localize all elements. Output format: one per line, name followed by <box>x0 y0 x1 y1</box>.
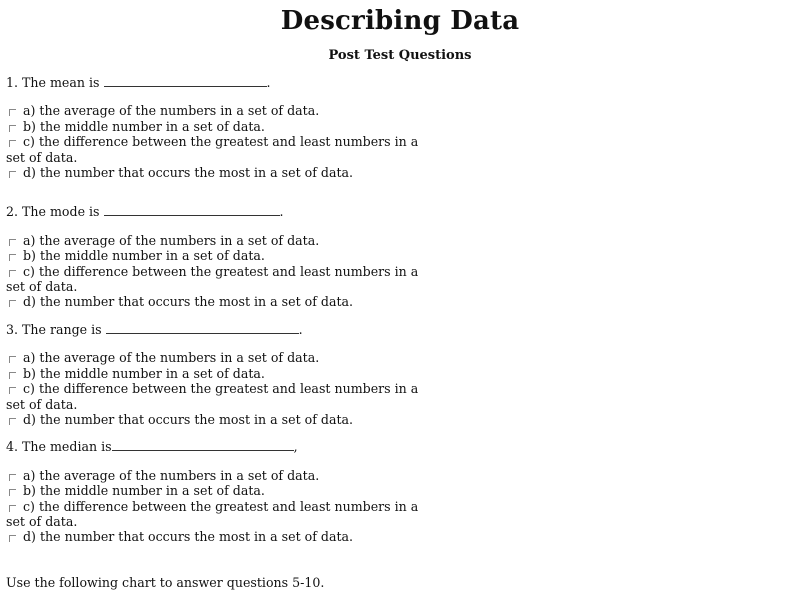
question-1-options <box>6 103 426 180</box>
answer-blank-3 <box>106 322 299 334</box>
checkbox[interactable] <box>9 535 16 542</box>
checkbox[interactable] <box>9 171 16 178</box>
question-2-option-b: b) the middle number in a set of data. <box>6 248 426 263</box>
question-3 <box>6 322 426 427</box>
question-list <box>6 75 426 545</box>
checkbox[interactable] <box>9 387 16 394</box>
checkbox[interactable] <box>9 270 16 277</box>
question-1-option-d: d) the number that occurs the most in a set of data. <box>6 165 426 180</box>
question-4-option-c: c) the difference between the greatest and least numbers in a set of data. <box>6 498 419 529</box>
chart-instruction: Use the following chart to answer questions 5-10. <box>6 575 325 590</box>
page-title: Describing Data <box>280 6 520 36</box>
question-3-option-c: c) the difference between the greatest and least numbers in a set of data. <box>6 381 419 412</box>
checkbox[interactable] <box>9 356 16 363</box>
question-1-option-b: b) the middle number in a set of data. <box>6 119 426 134</box>
checkbox[interactable] <box>9 418 16 425</box>
page-subtitle: Post Test Questions <box>328 48 472 63</box>
question-3-option-d: d) the number that occurs the most in a set of data. <box>6 412 426 427</box>
question-3-options <box>6 350 426 427</box>
question-1-option-a: a) the average of the numbers in a set of data. <box>6 103 426 118</box>
checkbox[interactable] <box>9 489 16 496</box>
question-2 <box>6 204 426 309</box>
question-3-option-b: b) the middle number in a set of data. <box>6 366 426 381</box>
question-4-options <box>6 468 426 545</box>
question-4-prompt: 4. The median is , <box>6 439 298 455</box>
checkbox[interactable] <box>9 372 16 379</box>
checkbox[interactable] <box>9 474 16 481</box>
question-3-option-a: a) the average of the numbers in a set of data. <box>6 350 426 365</box>
question-4-option-a: a) the average of the numbers in a set of data. <box>6 468 426 483</box>
question-2-option-c: c) the difference between the greatest and least numbers in a set of data. <box>6 263 419 295</box>
answer-blank-1 <box>104 75 267 87</box>
checkbox[interactable] <box>9 254 16 261</box>
checkbox[interactable] <box>9 109 16 116</box>
question-2-option-d: d) the number that occurs the most in a set of data. <box>6 294 426 309</box>
question-1-option-c: c) the difference between the greatest and least numbers in a set of data. <box>6 134 419 165</box>
question-1-prompt: 1. The mean is . <box>6 75 271 90</box>
question-4-option-d: d) the number that occurs the most in a set of data. <box>6 529 426 544</box>
question-2-prompt: 2. The mode is . <box>6 204 284 220</box>
checkbox[interactable] <box>9 125 16 132</box>
answer-blank-4 <box>112 439 294 451</box>
question-2-options <box>6 233 426 310</box>
question-3-prompt: 3. The range is . <box>6 321 303 337</box>
checkbox[interactable] <box>9 140 16 147</box>
question-1 <box>6 75 426 180</box>
question-4 <box>6 439 426 544</box>
question-4-option-b: b) the middle number in a set of data. <box>6 483 426 498</box>
checkbox[interactable] <box>9 239 16 246</box>
question-2-option-a: a) the average of the numbers in a set of data. <box>6 233 426 248</box>
answer-blank-2 <box>104 204 280 216</box>
checkbox[interactable] <box>9 300 16 307</box>
checkbox[interactable] <box>9 505 16 512</box>
